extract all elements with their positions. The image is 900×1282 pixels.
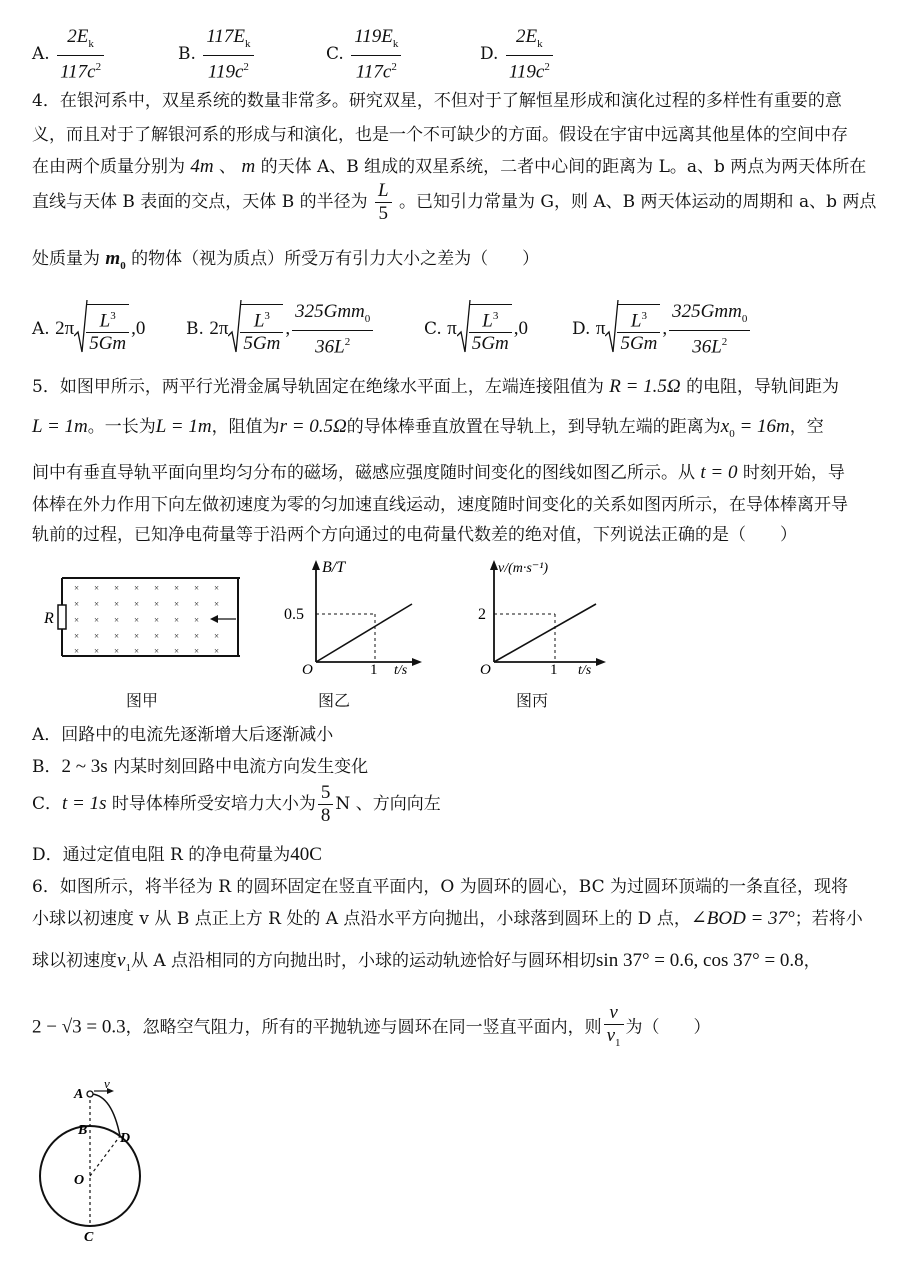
figure-yi-caption: 图乙 xyxy=(318,691,351,710)
svg-text:×: × xyxy=(114,631,120,641)
q6-line-4 xyxy=(32,1002,711,1054)
resistor-label: R xyxy=(44,610,54,627)
option-label: C. xyxy=(424,319,442,339)
y-axis-arrow-icon xyxy=(312,560,320,570)
math-v1: v xyxy=(117,950,126,971)
q3-option-a xyxy=(32,26,106,83)
svg-text:×: × xyxy=(194,599,200,609)
svg-text:×: × xyxy=(214,631,220,641)
subscript: k xyxy=(245,37,251,50)
fraction-numerator: v xyxy=(604,1002,624,1025)
y-axis-arrow-icon xyxy=(490,560,498,570)
math-mass-m: m xyxy=(241,156,256,177)
point-d-label: D xyxy=(120,1131,131,1146)
q4-option-a xyxy=(32,298,145,361)
text: 为（ ） xyxy=(625,1017,711,1038)
figure-yi-b-t-graph xyxy=(276,556,426,676)
origin-label: O xyxy=(302,662,313,676)
svg-text:×: × xyxy=(154,615,160,625)
text: 内某时刻回路中电流方向发生变化 xyxy=(107,757,369,777)
svg-text:×: × xyxy=(154,646,160,656)
option-label: A. xyxy=(32,44,50,65)
fraction-denominator: 117c xyxy=(60,61,96,83)
math-length: L = 1m xyxy=(155,416,212,437)
math-t0: t = 0 xyxy=(700,462,738,483)
math-resistance: r = 0.5Ω xyxy=(279,416,347,437)
q3-option-d xyxy=(480,26,555,83)
math-zero: ,0 xyxy=(131,318,146,339)
subscript: k xyxy=(88,37,94,50)
q4-line-3 xyxy=(32,152,866,178)
svg-text:×: × xyxy=(154,599,160,609)
svg-text:×: × xyxy=(74,615,80,625)
y-axis-label: v/(m·s⁻¹) xyxy=(498,561,549,576)
fraction-numerator: 119E xyxy=(354,26,393,47)
fraction-denominator: 5Gm xyxy=(620,333,658,355)
svg-text:×: × xyxy=(154,631,160,641)
fraction-numerator: 117E xyxy=(206,26,246,47)
svg-text:×: × xyxy=(114,599,120,609)
math-coef: 2π xyxy=(209,318,229,339)
math-x0: x xyxy=(720,416,730,437)
option-label: A. xyxy=(32,319,50,339)
svg-text:×: × xyxy=(174,631,180,641)
text: 直线与天体 B 表面的交点，天体 B 的半径为 xyxy=(32,192,368,212)
q3-option-b xyxy=(178,26,256,83)
svg-text:×: × xyxy=(214,583,220,593)
fraction-numerator: 2E xyxy=(516,26,538,47)
svg-text:×: × xyxy=(194,583,200,593)
text: 小球以初速度 v 从 B 点正上方 R 处的 A 点沿水平方向抛出，小球落到圆环上的 D 点， xyxy=(32,909,691,929)
superscript: 2 xyxy=(544,60,550,73)
fraction-denominator: 117c xyxy=(355,61,392,83)
radius-od xyxy=(90,1136,120,1176)
text: 5．如图甲所示，两平行光滑金属导轨固定在绝缘水平面上，左端连接阻值为 xyxy=(32,377,604,397)
subscript: 0 xyxy=(729,427,735,440)
x-axis-label: t/s xyxy=(394,663,408,676)
svg-text:×: × xyxy=(94,615,100,625)
fraction-denominator: 5Gm xyxy=(89,333,127,355)
v-t-line xyxy=(494,604,596,662)
text: 的物体（视为质点）所受万有引力大小之差为（ ） xyxy=(131,249,540,269)
q5-line-2 xyxy=(32,412,824,440)
superscript: 2 xyxy=(721,335,728,348)
subscript: 0 xyxy=(741,312,748,325)
q5-line-5: 轨前的过程，已知净电荷量等于沿两个方向通过的电荷量代数差的绝对值，下列说法正确的是（ ） xyxy=(32,525,797,545)
svg-text:×: × xyxy=(114,646,120,656)
q6-line-1: 6．如图所示，将半径为 R 的圆环固定在竖直平面内，O 为圆环的圆心，BC 为过圆环顶端的一条直径，现将 xyxy=(32,877,848,897)
svg-text:×: × xyxy=(174,615,180,625)
svg-text:×: × xyxy=(94,599,100,609)
superscript: 2 xyxy=(243,60,249,73)
option-label: B. xyxy=(178,44,196,65)
superscript: 3 xyxy=(264,309,270,322)
subscript: k xyxy=(392,37,399,50)
fraction-numerator: 5 xyxy=(318,782,334,805)
q4-line-2: 义，而且对于了解银河系的形成与和演化，也是一个不可缺少的方面。假设在宇宙中远离其他星体的空间中存 xyxy=(32,125,848,145)
svg-text:×: × xyxy=(194,631,200,641)
math-time-range: 2 ~ 3s xyxy=(61,756,108,777)
svg-text:×: × xyxy=(74,583,80,593)
b-t-line xyxy=(316,604,412,662)
fraction-denominator: 8 xyxy=(320,805,331,826)
superscript: 3 xyxy=(110,309,116,322)
fraction-denominator: 119c xyxy=(508,61,545,83)
q5-line-3 xyxy=(32,458,845,484)
text: 。已知引力常量为 G，则 A、B 两天体运动的周期和 a、b 两点 xyxy=(399,192,877,212)
fraction-denominator: 5Gm xyxy=(243,333,281,355)
math-zero: ,0 xyxy=(513,318,529,339)
svg-text:×: × xyxy=(154,583,160,593)
q5-line-1 xyxy=(32,372,839,398)
text: 时导体棒所受安培力大小为 xyxy=(106,794,316,814)
q5-option-d xyxy=(32,840,322,866)
svg-text:×: × xyxy=(74,599,80,609)
subscript: k xyxy=(537,37,543,50)
math-approximation: 2 − √3 = 0.3 xyxy=(32,1016,126,1038)
svg-text:×: × xyxy=(174,599,180,609)
option-label: D. xyxy=(572,319,591,339)
fraction-denominator: 36L xyxy=(315,336,345,358)
subscript: 0 xyxy=(120,259,126,272)
fraction-denominator: 119c xyxy=(207,61,244,83)
text: 的导体棒垂直放置在导轨上，到导轨左端的距离为 xyxy=(346,417,721,437)
figure-circle-projectile xyxy=(34,1076,164,1246)
math-length: L = 1m xyxy=(32,416,88,437)
x-axis-arrow-icon xyxy=(412,658,422,666)
superscript: 2 xyxy=(95,60,102,73)
fraction-denominator: 5 xyxy=(378,203,389,224)
text: N 、方向向左 xyxy=(335,794,441,814)
math-charge: 40C xyxy=(290,844,322,865)
svg-text:×: × xyxy=(74,631,80,641)
point-o-label: O xyxy=(74,1173,85,1188)
y-tick-label: 2 xyxy=(478,606,486,623)
x-tick-label: 1 xyxy=(370,662,378,676)
math-coef: π xyxy=(595,318,606,339)
option-label: C. xyxy=(326,44,344,65)
svg-text:×: × xyxy=(134,615,140,625)
superscript: 2 xyxy=(344,335,351,348)
math-time: t = 1s xyxy=(62,793,107,814)
svg-text:×: × xyxy=(94,631,100,641)
fraction-numerator: 2E xyxy=(67,26,89,47)
projectile-trajectory xyxy=(92,1094,120,1136)
text: 。一长为 xyxy=(87,417,156,437)
q5-option-b xyxy=(32,752,368,778)
text: 的电阻，导轨间距为 xyxy=(686,377,840,397)
fraction-numerator: L xyxy=(99,310,111,332)
option-label: B． xyxy=(32,757,62,777)
fraction-numerator: L xyxy=(253,310,265,332)
magnetic-field-crosses xyxy=(74,583,219,656)
text: 的天体 A、B 组成的双星系统，二者中心间的距离为 L。a、b 两点为两天体所在 xyxy=(260,157,867,177)
q4-line-1: 4．在银河系中，双星系统的数量非常多。研究双星，不但对于了解恒星形成和演化过程的多样性有重要的意 xyxy=(32,91,842,111)
svg-text:×: × xyxy=(134,599,140,609)
text: 从 A 点沿相同的方向抛出时，小球的运动轨迹恰好与圆环相切 xyxy=(130,951,597,971)
x-axis-label: t/s xyxy=(578,663,592,676)
svg-text:×: × xyxy=(134,583,140,593)
text: ， xyxy=(803,951,821,971)
q5-option-a: A．回路中的电流先逐渐增大后逐渐减小 xyxy=(32,725,334,745)
q4-option-b: B. 2π $\frac{L^3}{5Gm}$ , $\frac{325Gmm_0}{36L^2}$ xyxy=(186,298,375,361)
figure-bing-caption: 图丙 xyxy=(516,691,549,710)
math-trig-values: sin 37° = 0.6, cos 37° = 0.8 xyxy=(596,950,804,971)
superscript: 2 xyxy=(391,60,397,73)
resistor-icon xyxy=(58,605,66,629)
fraction-denominator: 36L xyxy=(692,336,722,358)
svg-text:×: × xyxy=(134,631,140,641)
subscript: 1 xyxy=(125,961,131,974)
q6-line-3 xyxy=(32,946,821,974)
math-angle: ∠BOD = 37° xyxy=(690,908,795,929)
svg-text:×: × xyxy=(74,646,80,656)
point-a-label: A xyxy=(74,1087,84,1102)
math-mass-4m: 4m xyxy=(190,156,214,177)
subscript: 0 xyxy=(364,312,371,325)
svg-text:×: × xyxy=(94,646,100,656)
x-axis-arrow-icon xyxy=(596,658,606,666)
math-distance: = 16m xyxy=(734,416,790,437)
svg-text:×: × xyxy=(194,646,200,656)
arrow-left-icon xyxy=(210,615,218,623)
y-axis-label: B/T xyxy=(322,559,346,576)
svg-text:×: × xyxy=(134,646,140,656)
point-c-label: C xyxy=(84,1230,94,1245)
text: ；若将小 xyxy=(794,909,863,929)
text: 球以初速度 xyxy=(32,951,117,971)
superscript: 3 xyxy=(641,309,647,322)
q6-line-2 xyxy=(32,904,863,930)
figure-bing-v-t-graph xyxy=(458,556,618,676)
q5-option-c xyxy=(32,782,441,827)
text: 处质量为 xyxy=(32,249,100,269)
ball-icon xyxy=(87,1091,93,1097)
svg-text:×: × xyxy=(114,615,120,625)
fraction-denominator: v xyxy=(606,1025,616,1046)
fraction-numerator: L xyxy=(482,310,493,332)
svg-text:×: × xyxy=(174,646,180,656)
subscript: 1 xyxy=(615,1036,621,1049)
text: ，忽略空气阻力，所有的平抛轨迹与圆环在同一竖直平面内，则 xyxy=(125,1017,602,1038)
origin-label: O xyxy=(480,662,491,676)
fraction-numerator: L xyxy=(375,180,392,203)
q4-option-c xyxy=(424,298,528,361)
superscript: 3 xyxy=(492,309,499,322)
option-label: D. xyxy=(480,44,499,65)
q4-option-d: D. π $\frac{L^3}{5Gm}$ , $\frac{325Gmm_0}{36L^2}$ xyxy=(572,298,752,361)
svg-text:×: × xyxy=(114,583,120,593)
svg-text:×: × xyxy=(174,583,180,593)
point-b-label: B xyxy=(78,1123,88,1138)
q5-line-4: 体棒在外力作用下向左做初速度为零的匀加速直线运动，速度随时间变化的关系如图丙所示，在导体棒离开导 xyxy=(32,495,848,515)
math-coef: 2π xyxy=(55,318,75,339)
text: 、 xyxy=(219,157,237,177)
q4-line-4 xyxy=(32,180,876,225)
text: ，阻值为 xyxy=(211,417,280,437)
svg-text:×: × xyxy=(214,646,220,656)
text: D．通过定值电阻 R 的净电荷量为 xyxy=(32,845,291,865)
option-label: B. xyxy=(186,319,204,339)
option-label: C． xyxy=(32,794,63,814)
svg-text:×: × xyxy=(194,615,200,625)
math-m0: m xyxy=(105,248,121,269)
fraction-numerator: L xyxy=(630,310,642,332)
fraction-numerator: 325Gmm xyxy=(295,300,365,322)
fraction-denominator: 5Gm xyxy=(471,333,509,355)
y-tick-label: 0.5 xyxy=(284,606,304,623)
figure-jia-caption: 图甲 xyxy=(126,691,159,710)
math-coef: π xyxy=(447,318,457,339)
text: 间中有垂直导轨平面向里均匀分布的磁场，磁感应强度随时间变化的图线如图乙所示。从 xyxy=(32,463,695,483)
text: 时刻开始，导 xyxy=(742,463,845,483)
fraction-numerator: 325Gmm xyxy=(672,300,742,322)
svg-text:×: × xyxy=(214,599,220,609)
text: 在由两个质量分别为 xyxy=(32,157,185,177)
math-resistance: R = 1.5Ω xyxy=(609,376,681,397)
figure-jia-rails-diagram xyxy=(38,572,248,662)
x-tick-label: 1 xyxy=(550,662,558,676)
q3-option-c xyxy=(326,26,403,83)
text: ，空 xyxy=(789,417,824,437)
svg-text:×: × xyxy=(94,583,100,593)
velocity-label: v xyxy=(104,1076,110,1091)
q4-line-5 xyxy=(32,244,539,272)
